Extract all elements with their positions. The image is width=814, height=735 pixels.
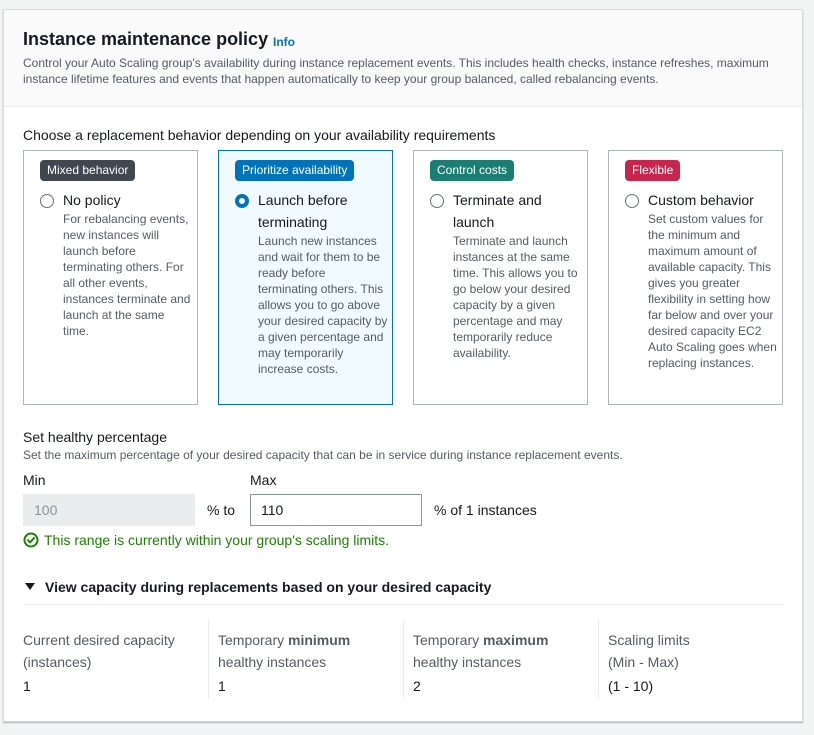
temporary-maximum-healthy bbox=[413, 629, 593, 697]
column-label-bold: maximum bbox=[483, 632, 549, 648]
info-link[interactable]: Info bbox=[273, 35, 295, 49]
panel-header bbox=[4, 10, 802, 107]
column-value: 2 bbox=[413, 678, 421, 694]
tile-terminate-and-launch[interactable] bbox=[413, 150, 588, 405]
healthy-percentage-label: Set healthy percentage bbox=[23, 429, 167, 445]
column-label-pre: Temporary bbox=[413, 632, 484, 648]
column-label: Current desired capacity (instances) bbox=[23, 632, 175, 670]
tile-no-policy[interactable] bbox=[23, 150, 198, 405]
radio-terminate-and-launch[interactable] bbox=[430, 194, 444, 208]
scaling-limits bbox=[608, 629, 788, 697]
radio-custom-behavior[interactable] bbox=[625, 194, 639, 208]
min-label: Min bbox=[23, 472, 46, 488]
tile-title: No policy bbox=[63, 192, 121, 208]
success-check-icon bbox=[23, 532, 39, 548]
max-input[interactable] bbox=[250, 494, 422, 526]
tile-description: Terminate and launch instances at the same time. This allows you to go below your desired capacity by a given percentage and may temporarily reduce availability. bbox=[453, 234, 578, 360]
radio-no-policy[interactable] bbox=[40, 194, 54, 208]
radio-launch-before-terminating[interactable] bbox=[235, 194, 249, 208]
badge-prioritize-availability: Prioritize availability bbox=[235, 160, 354, 181]
tile-description: Launch new instances and wait for them to be ready before terminating others. This allows you to go above your desired capacity by a given percentage and may temporarily increase costs. bbox=[258, 234, 388, 376]
panel-title: Instance maintenance policy bbox=[23, 29, 269, 49]
expander-label: View capacity during replacements based on your desired capacity bbox=[45, 579, 492, 595]
column-label-post: healthy instances bbox=[413, 654, 522, 670]
caret-down-icon bbox=[25, 583, 35, 590]
column-value: 1 bbox=[218, 678, 226, 694]
current-desired-capacity bbox=[23, 629, 203, 697]
percent-of-instances-text: % of 1 instances bbox=[434, 502, 537, 518]
percent-to-text: % to bbox=[207, 502, 236, 518]
replacement-behavior-label: Choose a replacement behavior depending on your availability requirements bbox=[23, 127, 496, 143]
column-label-pre: Temporary bbox=[218, 632, 289, 648]
tile-description: For rebalancing events, new instances will launch before terminating others. For all other events, instances terminate and launch at the same time. bbox=[63, 212, 191, 338]
healthy-percentage-description: Set the maximum percentage of your desired capacity that can be in service during instance replacement events. bbox=[23, 448, 623, 462]
capacity-expander[interactable] bbox=[25, 579, 491, 595]
divider bbox=[23, 604, 783, 605]
badge-flexible: Flexible bbox=[625, 160, 680, 181]
column-separator bbox=[598, 619, 599, 699]
tile-description: Set custom values for the minimum and maximum amount of available capacity. This gives you greater flexibility in setting how far below and over your desired capacity EC2 Auto Scaling goes when replacing instances. bbox=[648, 212, 777, 370]
tile-launch-before-terminating[interactable] bbox=[218, 150, 393, 405]
temporary-minimum-healthy bbox=[218, 629, 398, 697]
column-label-bold: minimum bbox=[288, 632, 351, 648]
badge-control-costs: Control costs bbox=[430, 160, 514, 181]
badge-mixed-behavior: Mixed behavior bbox=[40, 160, 135, 181]
tile-custom-behavior[interactable] bbox=[608, 150, 783, 405]
tile-title: Launch before terminating bbox=[258, 192, 348, 230]
column-value: 1 bbox=[23, 678, 31, 694]
column-separator bbox=[208, 619, 209, 699]
column-separator bbox=[403, 619, 404, 699]
tile-title: Terminate and launch bbox=[453, 192, 542, 230]
min-input bbox=[23, 494, 195, 526]
column-label-post: healthy instances bbox=[218, 654, 327, 670]
scaling-limits-status: This range is currently within your group's scaling limits. bbox=[44, 532, 390, 548]
max-label: Max bbox=[250, 472, 277, 488]
panel-description: Control your Auto Scaling group's availability during instance replacement events. This includes health checks, instance refreshes, maximum instance lifetime features and events that happen automatically to keep your group balanced, called rebalancing events. bbox=[23, 56, 769, 86]
maintenance-policy-panel bbox=[3, 9, 803, 722]
column-label: Scaling limits (Min - Max) bbox=[608, 632, 690, 670]
tile-title: Custom behavior bbox=[648, 192, 754, 208]
column-value: (1 - 10) bbox=[608, 678, 654, 694]
